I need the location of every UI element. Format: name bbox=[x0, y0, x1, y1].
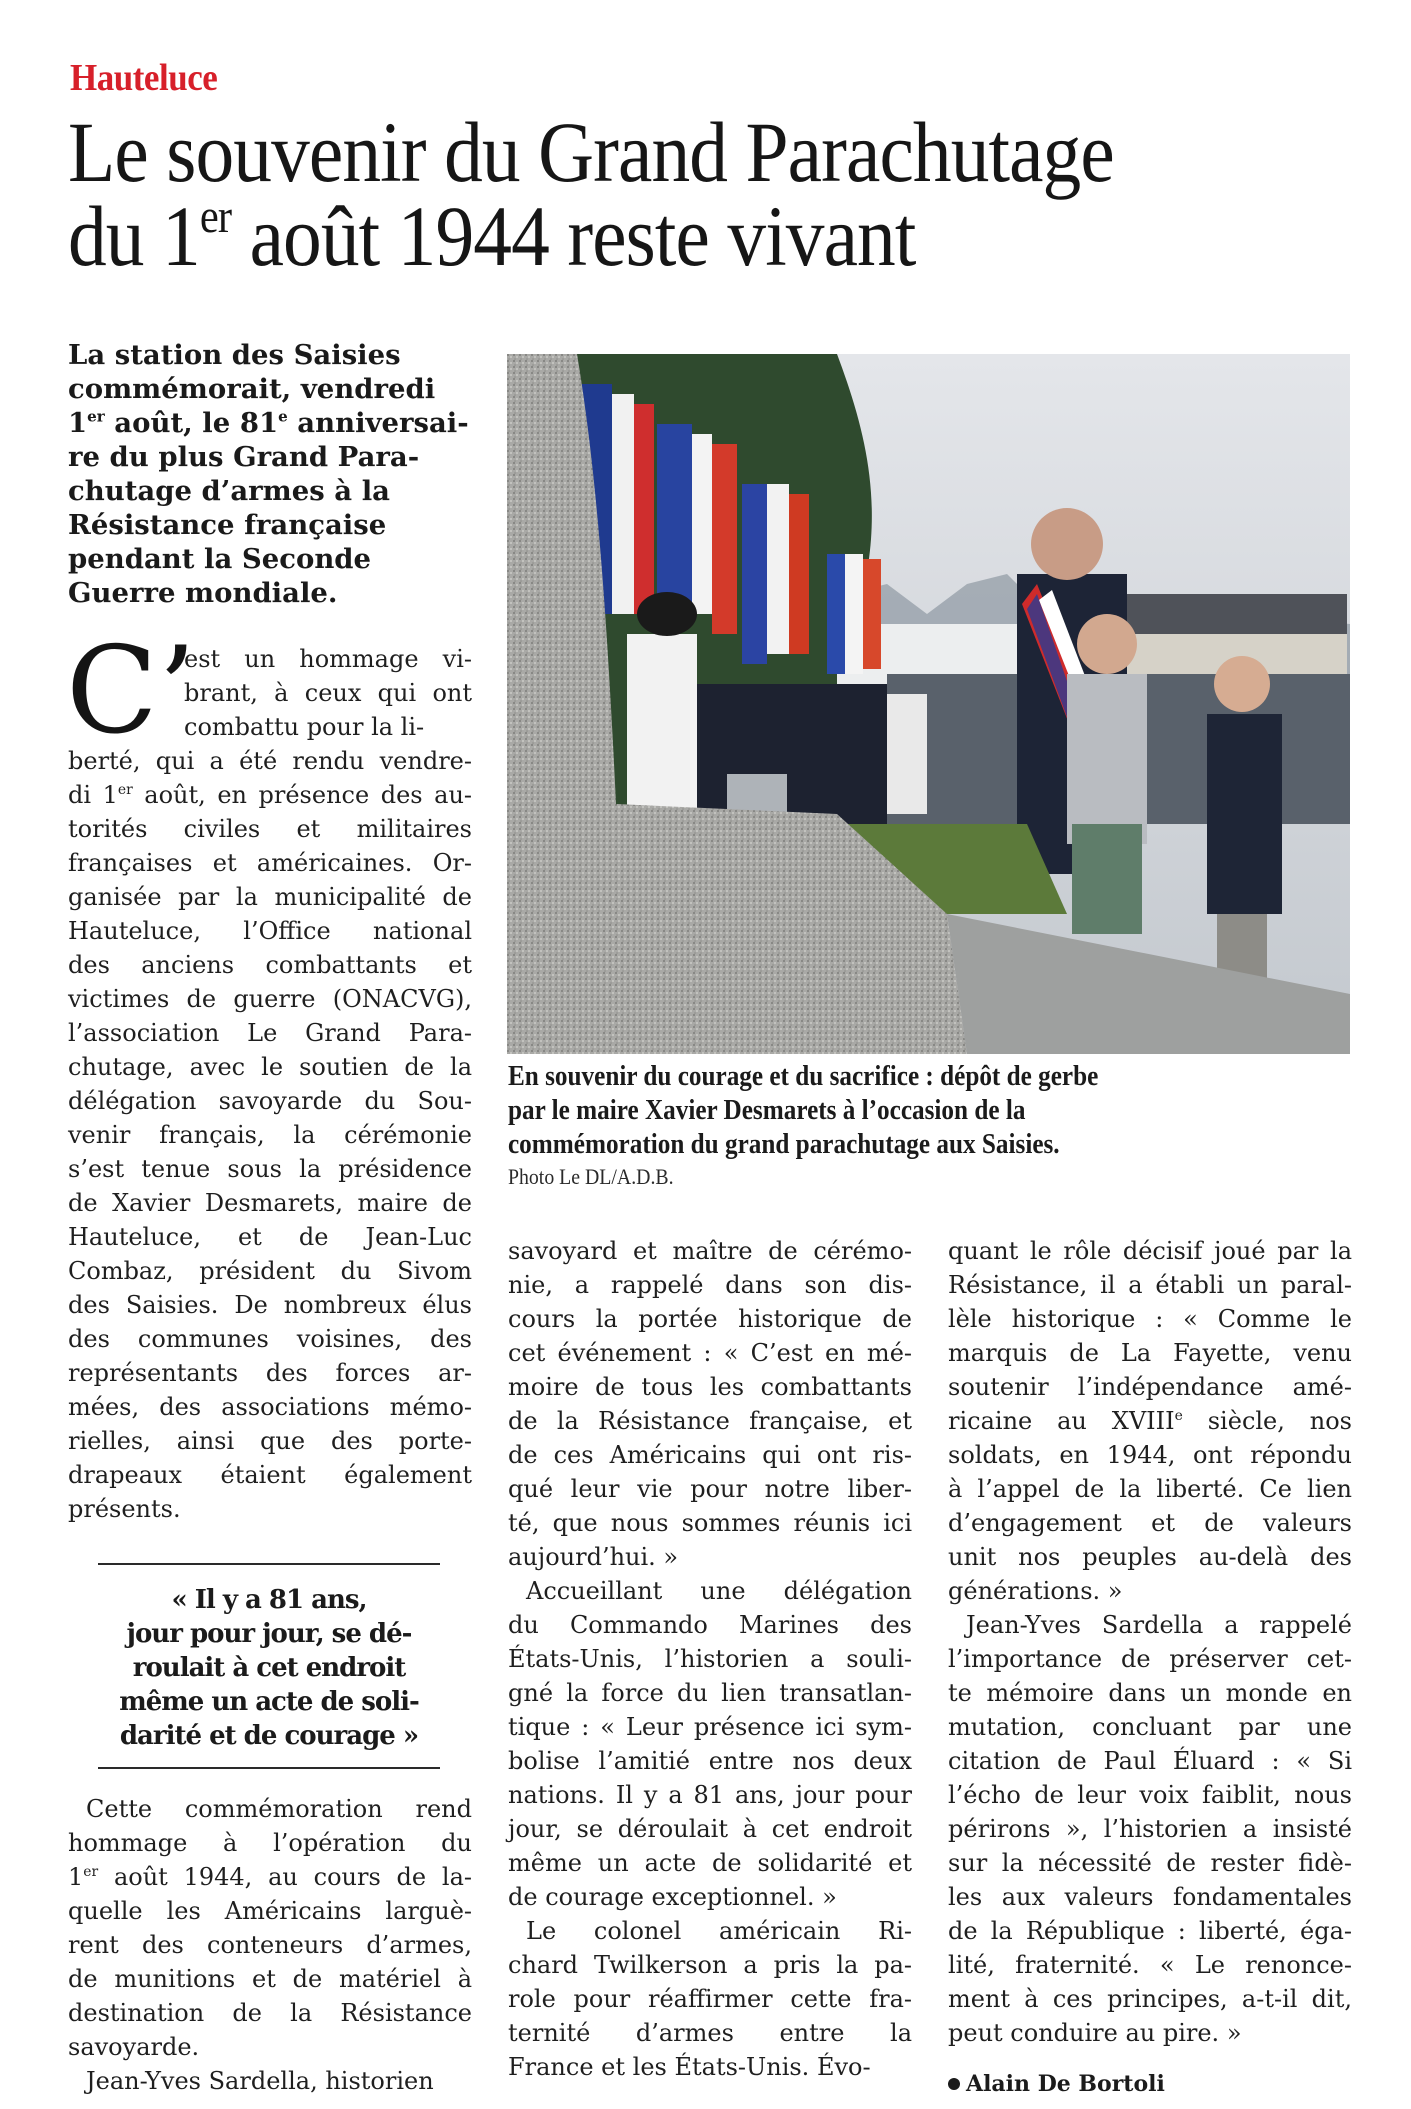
text-line: ternité d’armes entre la bbox=[508, 2019, 912, 2047]
text-line: à l’appel de la liberté. Ce lien bbox=[948, 1475, 1352, 1503]
text-line: jour, se déroulait à cet endroit bbox=[508, 1815, 912, 1843]
text-line bbox=[68, 778, 472, 812]
text-line: Jean-Yves Sardella a rappelé bbox=[966, 1611, 1352, 1639]
text-line: « Il y a 81 ans, bbox=[171, 1585, 367, 1615]
text-line: lité, fraternité. « Le renonce- bbox=[948, 1951, 1352, 1979]
ordinal-superscript: e bbox=[1174, 1407, 1183, 1424]
text-line: brant, à ceux qui ont bbox=[184, 679, 472, 707]
text-line: France et les États-Unis. Évo- bbox=[508, 2053, 871, 2081]
body-column-1 bbox=[66, 622, 473, 1526]
text-line: nie, a rappelé dans son dis- bbox=[508, 1271, 912, 1299]
text-line: représentants des forces ar- bbox=[68, 1359, 472, 1387]
headline-line-2 bbox=[68, 188, 915, 284]
text-line: combattu pour la li- bbox=[184, 713, 425, 741]
text-line: de ces Américains qui ont ris- bbox=[508, 1441, 912, 1469]
text-line: des communes voisines, des bbox=[68, 1325, 472, 1353]
text-line: même un acte de solidarité et bbox=[508, 1849, 912, 1877]
text-line: La station des Saisies bbox=[68, 339, 401, 371]
text-line: marquis de La Fayette, venu bbox=[948, 1339, 1352, 1367]
text-line: quelle les Américains larguè- bbox=[68, 1897, 472, 1925]
text-line: Cette commémoration rend bbox=[86, 1795, 472, 1823]
text-line: commémorait, vendredi bbox=[68, 373, 436, 405]
text-line: moire de tous les combattants bbox=[508, 1373, 912, 1401]
text-fragment: 1 bbox=[68, 1863, 84, 1891]
text-line: lèle historique : « Comme le bbox=[948, 1305, 1352, 1333]
text-line: Accueillant une délégation bbox=[526, 1577, 912, 1605]
text-line: du Commando Marines des bbox=[508, 1611, 912, 1639]
pull-quote bbox=[98, 1563, 440, 1769]
text-line: role pour réaffirmer cette fra- bbox=[508, 1985, 912, 2013]
text-line: de la Résistance française, et bbox=[508, 1407, 912, 1435]
text-line: l’importance de préserver cet- bbox=[948, 1645, 1352, 1673]
text-line: ment à ces principes, a-t-il dit, bbox=[948, 1985, 1352, 2013]
text-line: Guerre mondiale. bbox=[68, 577, 338, 609]
photo-illustration bbox=[507, 354, 1350, 1054]
ordinal-superscript: er bbox=[87, 407, 105, 426]
text-line: les aux valeurs fondamentales bbox=[948, 1883, 1352, 1911]
lede-paragraph bbox=[68, 338, 488, 610]
text-line: françaises et américaines. Or- bbox=[68, 849, 472, 877]
body-column-2 bbox=[508, 1234, 912, 2084]
text-line: venir français, la cérémonie bbox=[68, 1121, 472, 1149]
dropcap: C’ bbox=[66, 622, 196, 761]
text-line: savoyard et maître de cérémo- bbox=[508, 1237, 912, 1265]
text-line: l’écho de leur voix faiblit, nous bbox=[948, 1781, 1352, 1809]
text-line bbox=[68, 1860, 472, 1894]
bullet-icon bbox=[948, 2078, 960, 2090]
text-line: Hauteluce, et de Jean-Luc bbox=[68, 1223, 472, 1251]
headline-ordinal: er bbox=[199, 190, 232, 243]
text-line: destination de la Résistance bbox=[68, 1999, 472, 2027]
text-line: est un hommage vi- bbox=[184, 645, 472, 673]
text-fragment: ricaine au XVIII bbox=[948, 1407, 1175, 1435]
author-name: Alain De Bortoli bbox=[966, 2071, 1165, 2097]
text-line: jour pour jour, se dé- bbox=[126, 1619, 412, 1649]
text-line: victimes de guerre (ONACVG), bbox=[68, 985, 472, 1013]
text-line: Combaz, président du Sivom bbox=[68, 1257, 472, 1285]
text-fragment: août 1944, au cours de la- bbox=[98, 1863, 472, 1891]
text-line: peut conduire au pire. » bbox=[948, 2019, 1242, 2047]
text-line: l’association Le Grand Para- bbox=[68, 1019, 472, 1047]
text-fragment: siècle, nos bbox=[1182, 1407, 1352, 1435]
text-line: s’est tenue sous la présidence bbox=[68, 1155, 472, 1183]
photo-caption bbox=[508, 1060, 1368, 1192]
text-line: présents. bbox=[68, 1495, 181, 1523]
text-fragment: 1 bbox=[68, 407, 88, 439]
text-line: Jean-Yves Sardella, historien bbox=[86, 2067, 434, 2095]
text-line: ganisée par la municipalité de bbox=[68, 883, 472, 911]
text-line: unit nos peuples au-delà des bbox=[948, 1543, 1352, 1571]
headline-line-2-pre: du 1 bbox=[68, 188, 200, 284]
text-line: bolise l’amitié entre nos deux bbox=[508, 1747, 912, 1775]
text-line: savoyarde. bbox=[68, 2033, 200, 2061]
text-line: soldats, en 1944, ont répondu bbox=[948, 1441, 1352, 1469]
text-line: cours la portée historique de bbox=[508, 1305, 912, 1333]
headline-line-2-post: août 1944 reste vivant bbox=[231, 188, 916, 284]
text-line: de munitions et de matériel à bbox=[68, 1965, 472, 1993]
text-line: commémoration du grand parachutage aux Saisies. bbox=[508, 1129, 1060, 1160]
text-line: gné la force du lien transatlan- bbox=[508, 1679, 912, 1707]
text-line: re du plus Grand Para- bbox=[68, 441, 420, 473]
text-fragment: anniversai- bbox=[287, 407, 469, 439]
text-line: Le colonel américain Ri- bbox=[526, 1917, 912, 1945]
text-line: chutage d’armes à la bbox=[68, 475, 390, 507]
caption-text bbox=[508, 1060, 1368, 1162]
text-line: rent des conteneurs d’armes, bbox=[68, 1931, 472, 1959]
text-line: hommage à l’opération du bbox=[68, 1829, 472, 1857]
text-line: darité et de courage » bbox=[119, 1721, 419, 1751]
text-line: mutation, concluant par une bbox=[948, 1713, 1352, 1741]
text-line: roulait à cet endroit bbox=[132, 1653, 406, 1683]
text-line: chutage, avec le soutien de la bbox=[68, 1053, 472, 1081]
text-line bbox=[948, 1404, 1352, 1438]
text-line: quant le rôle décisif joué par la bbox=[948, 1237, 1352, 1265]
text-line: rielles, ainsi que des porte- bbox=[68, 1427, 472, 1455]
text-line: d’engagement et de valeurs bbox=[948, 1509, 1352, 1537]
text-line: te mémoire dans un monde en bbox=[948, 1679, 1352, 1707]
honor-guard bbox=[667, 684, 927, 824]
text-line: Résistance française bbox=[68, 509, 387, 541]
text-line: périrons », l’historien a insisté bbox=[948, 1815, 1352, 1843]
text-fragment: di 1 bbox=[68, 781, 118, 809]
text-line: citation de Paul Éluard : « Si bbox=[948, 1747, 1352, 1775]
text-line: des Saisies. De nombreux élus bbox=[68, 1291, 472, 1319]
body-column-1-text bbox=[68, 744, 472, 1526]
text-line: En souvenir du courage et du sacrifice : dépôt de gerbe bbox=[508, 1061, 1099, 1092]
headline bbox=[68, 104, 1256, 284]
text-line: sur la nécessité de rester fidè- bbox=[948, 1849, 1352, 1877]
byline bbox=[948, 2071, 1165, 2097]
headline-line-1: Le souvenir du Grand Parachutage bbox=[68, 104, 1114, 200]
body-column-3 bbox=[948, 1234, 1352, 2050]
section-rubric: Hauteluce bbox=[70, 57, 218, 99]
text-line: torités civiles et militaires bbox=[68, 815, 472, 843]
body-column-1-continued bbox=[68, 1792, 472, 2098]
photo-credit: Photo Le DL/A.D.B. bbox=[508, 1164, 674, 1189]
text-line: drapeaux étaient également bbox=[68, 1461, 472, 1489]
text-fragment: août, le 81 bbox=[104, 407, 279, 439]
text-line: berté, qui a été rendu vendre- bbox=[68, 747, 472, 775]
ordinal-superscript: er bbox=[83, 1863, 99, 1880]
text-line: cet événement : « C’est en mé- bbox=[508, 1339, 912, 1367]
text-line: tique : « Leur présence ici sym- bbox=[508, 1713, 912, 1741]
text-line: soutenir l’indépendance amé- bbox=[948, 1373, 1352, 1401]
article-photo bbox=[507, 354, 1350, 1054]
text-line: mées, des associations mémo- bbox=[68, 1393, 472, 1421]
ordinal-superscript: er bbox=[117, 781, 133, 798]
text-line: États-Unis, l’historien a souli- bbox=[508, 1645, 912, 1673]
text-line: té, que nous sommes réunis ici bbox=[508, 1509, 912, 1537]
text-line: de la République : liberté, éga- bbox=[948, 1917, 1352, 1945]
text-line: de courage exceptionnel. » bbox=[508, 1883, 837, 1911]
text-fragment: août, en présence des au- bbox=[132, 781, 473, 809]
text-line: des anciens combattants et bbox=[68, 951, 472, 979]
text-line: générations. » bbox=[948, 1577, 1123, 1605]
text-line: même un acte de soli- bbox=[119, 1687, 419, 1717]
text-line: pendant la Seconde bbox=[68, 543, 372, 575]
ordinal-superscript: e bbox=[278, 407, 288, 426]
text-line: chard Twilkerson a pris la pa- bbox=[508, 1951, 912, 1979]
text-line bbox=[68, 406, 488, 440]
text-line: nations. Il y a 81 ans, jour pour bbox=[508, 1781, 912, 1809]
text-line: par le maire Xavier Desmarets à l’occasion de la bbox=[508, 1095, 1026, 1126]
text-line: délégation savoyarde du Sou- bbox=[68, 1087, 472, 1115]
text-line: de Xavier Desmarets, maire de bbox=[68, 1189, 472, 1217]
text-line: aujourd’hui. » bbox=[508, 1543, 679, 1571]
text-line: Hauteluce, l’Office national bbox=[68, 917, 472, 945]
text-line: Résistance, il a établi un paral- bbox=[948, 1271, 1352, 1299]
text-line: qué leur vie pour notre liber- bbox=[508, 1475, 912, 1503]
